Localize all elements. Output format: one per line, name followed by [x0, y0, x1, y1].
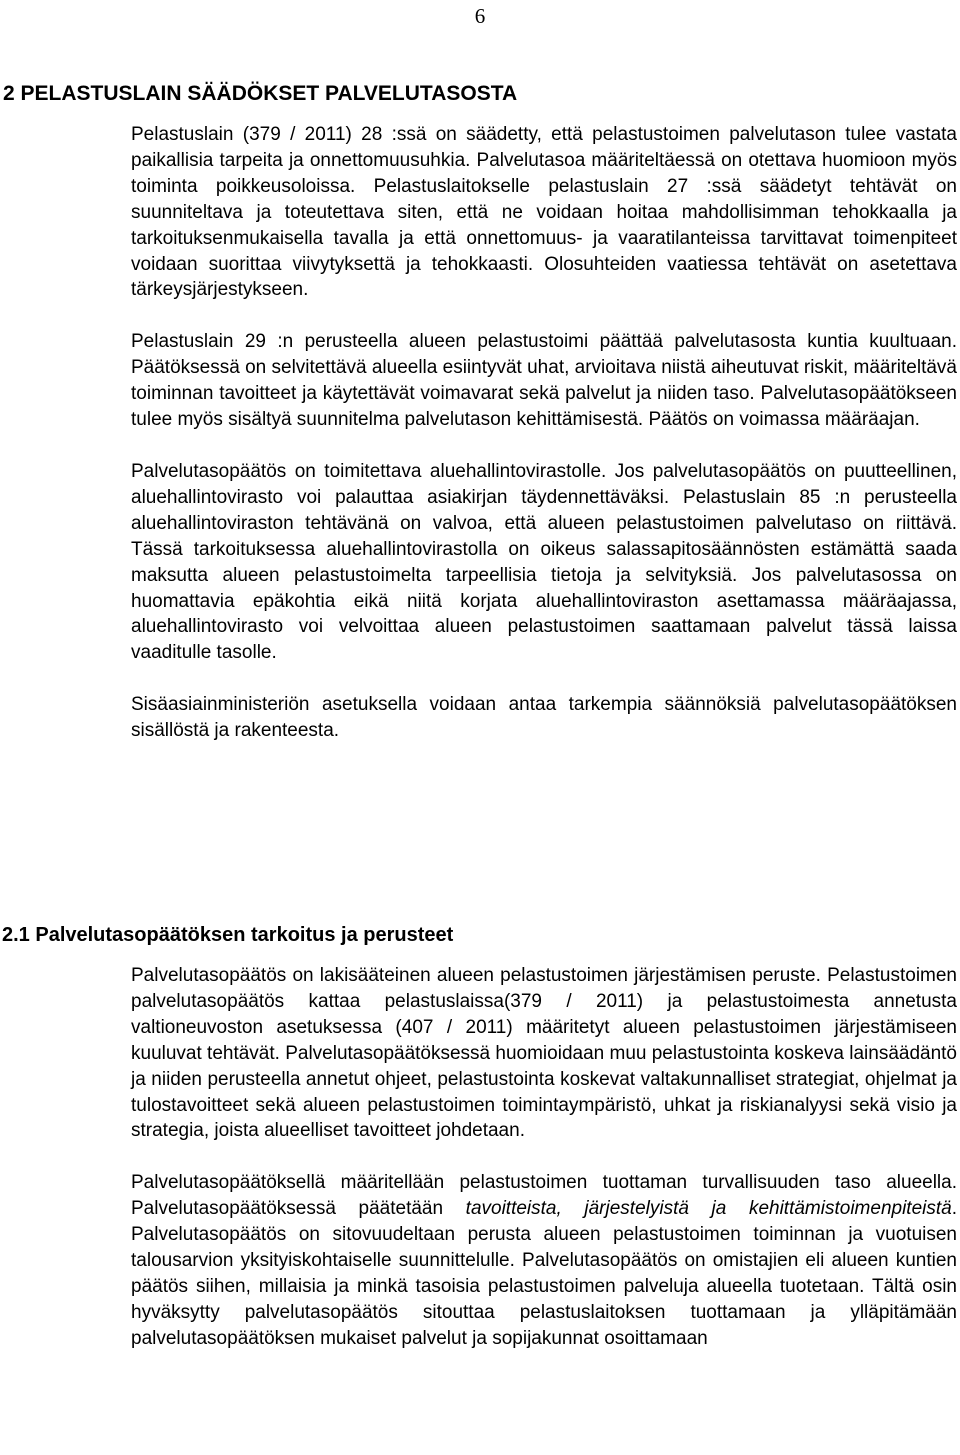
page-number: 6: [474, 4, 486, 28]
emphasized-text: tavoitteista, järjestelyistä ja kehittämistoimenpiteistä: [465, 1198, 952, 1220]
section-heading: 2.1 Palvelutasopäätöksen tarkoitus ja perusteet: [2, 924, 454, 946]
paragraph-text: Palvelutasopäätöksellä määritellään pelastustoimen tuottaman turvallisuuden taso alueella. Palvelutasopäätöksessä päätetään: [131, 1172, 957, 1220]
chapter-heading: 2 PELASTUSLAIN SÄÄDÖKSET PALVELUTASOSTA: [3, 82, 518, 105]
paragraph: [131, 1170, 957, 1351]
section-body: [131, 963, 957, 1352]
paragraph: Pelastuslain 29 :n perusteella alueen pelastustoimi päättää palvelutasosta kuntia kuultuaan. Päätöksessä on selvitettävä alueella esiintyvät uhat, arvioitava niistä aiheutuvat riskit, määriteltävä toiminnan tavoitteet ja käytettävät voimavarat sekä palvelut ja niiden taso. Palvelutasopäätökseen tulee myös sisältyä suunnitelma palvelutason kehittämisestä. Päätös on voimassa määräajan.: [131, 331, 957, 431]
chapter-body: [131, 122, 957, 744]
paragraph: Palvelutasopäätös on lakisääteinen alueen pelastustoimen järjestämisen peruste. Pelastustoimen palvelutasopäätös kattaa pelastuslaissa(379 / 2011) ja pelastustoimesta annetusta valtioneuvoston asetuksessa (407 / 2011) määritetyt alueen pelastustoimen järjestämiseen kuuluvat tehtävät. Palvelutasopäätöksessä huomioidaan muu pelastustointa koskeva lainsäädäntö ja niiden perusteella annetut ohjeet, pelastustointa koskevat valtakunnalliset strategiat, ohjelmat ja tulostavoitteet sekä alueen pelastustoimen toimintaympäristö, uhkat ja riskianalyysi sekä visio ja strategia, joista alueelliset tavoitteet johdetaan.: [131, 965, 957, 1142]
paragraph: Sisäasiainministeriön asetuksella voidaan antaa tarkempia säännöksiä palvelutasopäätöksen sisällöstä ja rakenteesta.: [131, 694, 957, 742]
paragraph: Palvelutasopäätös on toimitettava aluehallintovirastolle. Jos palvelutasopäätös on puutteellinen, aluehallintovirasto voi palauttaa asiakirjan täydennettäväksi. Pelastuslain 85 :n perusteella aluehallintoviraston tehtävänä on valvoa, että alueen pelastustoimen palvelutaso on riittävä. Tässä tarkoituksessa aluehallintovirastolla on oikeus salassapitosäännösten estämättä saada maksutta alueen pelastustoimelta tarpeellisia tietoja ja selvityksiä. Jos palvelutasossa on huomattavia epäkohtia eikä niitä korjata aluehallintoviraston asettamassa määräajassa, aluehallintovirasto voi velvoittaa alueen pelastustoimen saattamaan palvelut tässä laissa vaaditulle tasolle.: [131, 460, 957, 664]
paragraph: Pelastuslain (379 / 2011) 28 :ssä on säädetty, että pelastustoimen palvelutason tulee vastata paikallisia tarpeita ja onnettomuusuhkia. Palvelutasoa määriteltäessä on otettava huomioon myös toiminta poikkeusoloissa. Pelastuslaitokselle pelastuslain 27 :ssä säädetyt tehtävät on suunniteltava ja toteutettava siten, että ne voidaan hoitaa mahdollisimman tehokkaalla ja tarkoituksenmukaisella tavalla ja että onnettomuus- ja vaaratilanteissa tarvittavat toimenpiteet voidaan suorittaa viivytyksettä ja tehokkaasti. Olosuhteiden vaatiessa tehtävät on asetettava tärkeysjärjestykseen.: [131, 124, 957, 301]
paragraph-text: . Palvelutasopäätös on sitovuudeltaan perusta alueen pelastustoimen toiminnan ja vuotuisen talousarvion yksityiskohtaiselle suunnittelulle. Palvelutasopäätös on omistajien eli alueen kuntien päätös siihen, millaisia ja minkä tasoisia pelastustoimen palveluja alueella tuotetaan. Tältä osin hyväksytty palvelutasopäätös sitouttaa pelastuslaitoksen tuottamaan ja ylläpitämään palvelutasopäätöksen mukaiset palvelut ja sopijakunnat osoittamaan: [131, 1198, 957, 1349]
